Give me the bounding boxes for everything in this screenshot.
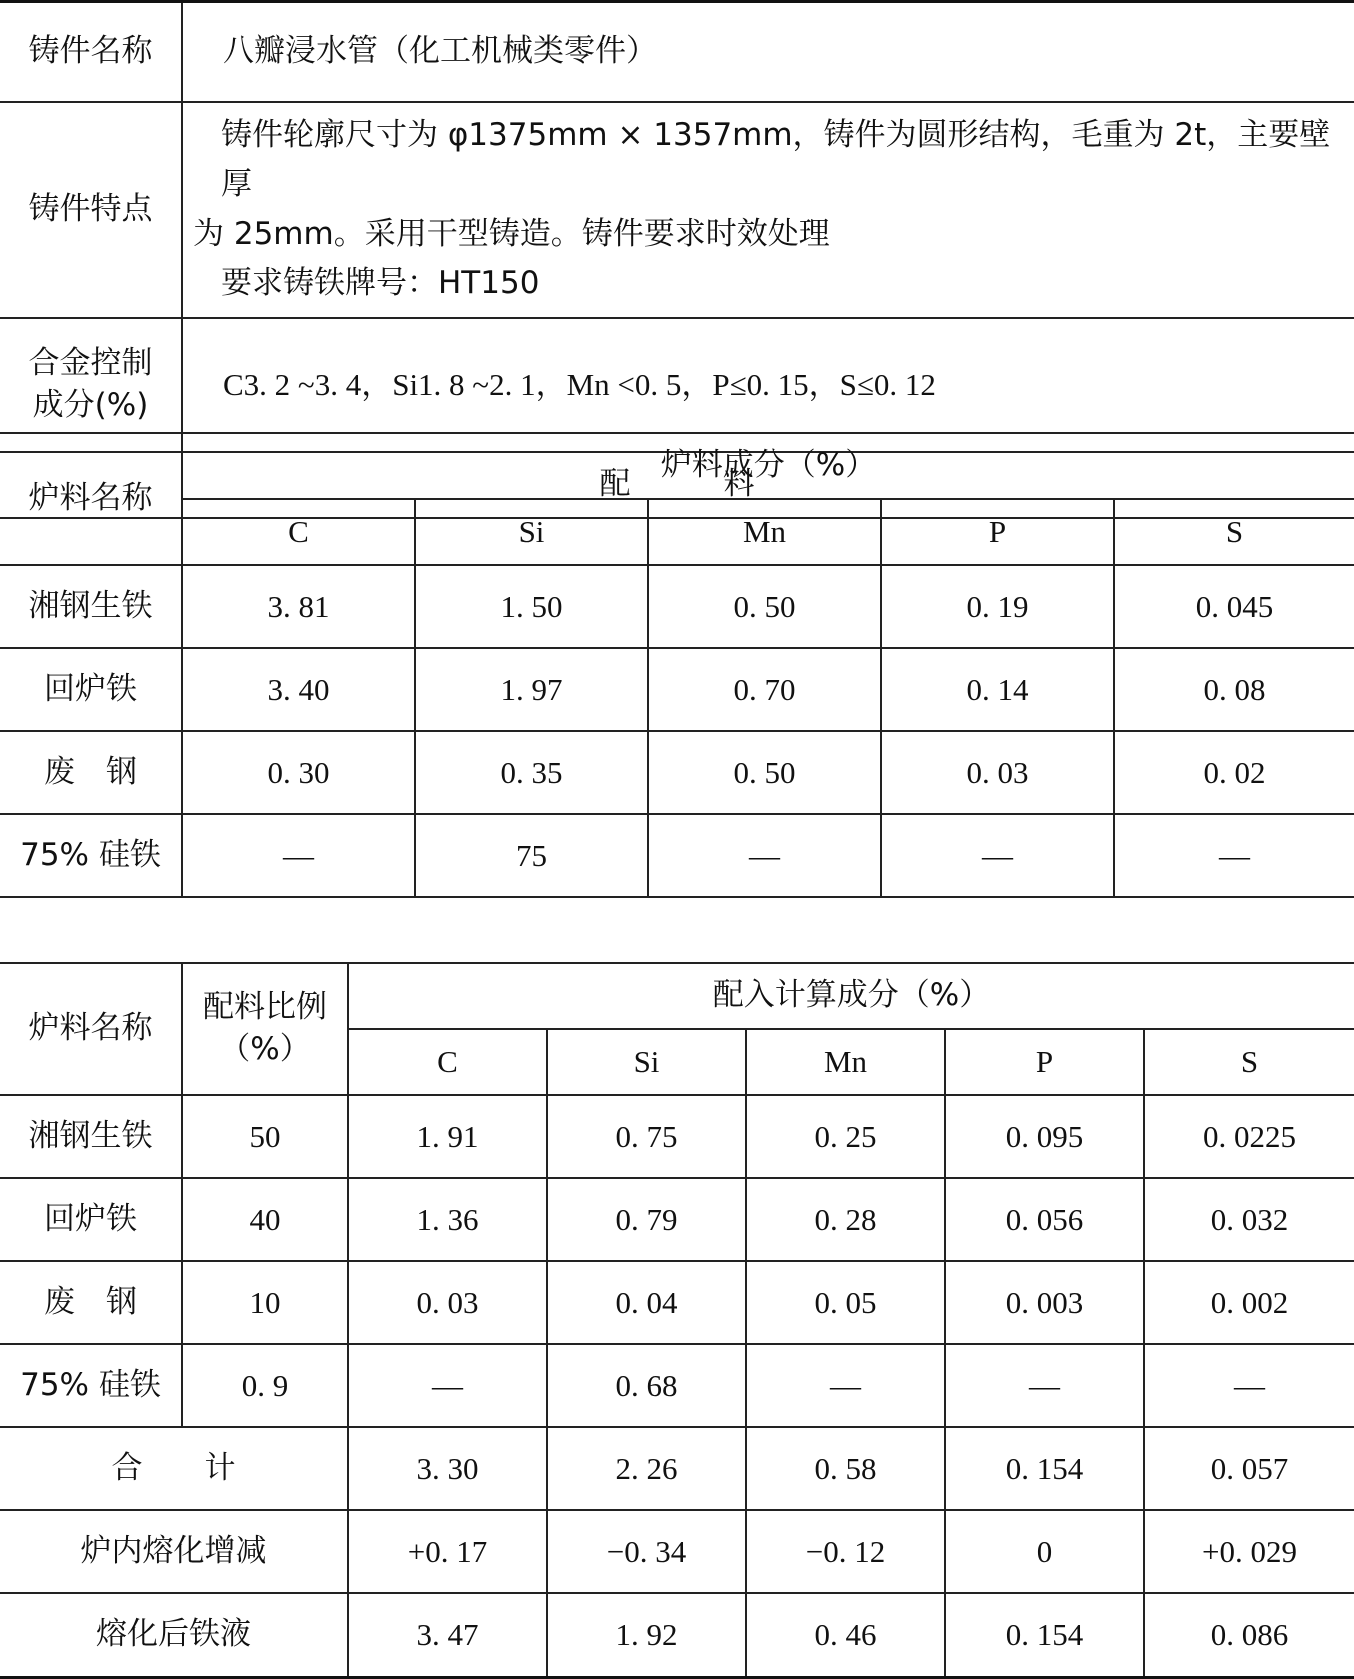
charge-name-header: 炉料名称 <box>0 433 182 565</box>
calc-element-header-c: C <box>348 1029 547 1095</box>
table-cell: 0. 05 <box>746 1261 945 1344</box>
table-cell: — <box>746 1344 945 1427</box>
features-line-2: 为 25mm。采用干型铸造。铸件要求时效处理 <box>193 215 830 252</box>
table-cell: 0. 68 <box>547 1344 746 1427</box>
table-cell: 0. 02 <box>1114 731 1354 814</box>
features-line-3: 要求铸铁牌号：HT150 <box>221 265 540 302</box>
table-row <box>0 731 1354 814</box>
calc-row-name: 废 钢 <box>0 1261 182 1344</box>
table-cell: — <box>945 1344 1144 1427</box>
melt-change-row-name: 炉内熔化增减 <box>0 1510 348 1593</box>
calc-element-header-mn: Mn <box>746 1029 945 1095</box>
calc-row-ratio: 50 <box>182 1095 348 1178</box>
table-cell: 0. 30 <box>182 731 415 814</box>
table-cell: 3. 81 <box>182 565 415 648</box>
table-cell: — <box>1144 1344 1354 1427</box>
charge-composition-table <box>0 432 1354 898</box>
table-cell: 0. 056 <box>945 1178 1144 1261</box>
molten-iron-row <box>0 1593 1354 1677</box>
table-cell: 0. 35 <box>415 731 648 814</box>
calc-row-ratio: 40 <box>182 1178 348 1261</box>
melt-change-row <box>0 1510 1354 1593</box>
calc-row-ratio: 0. 9 <box>182 1344 348 1427</box>
table-cell: 0. 28 <box>746 1178 945 1261</box>
table-row <box>0 565 1354 648</box>
table-row <box>0 814 1354 897</box>
table-cell: 0. 002 <box>1144 1261 1354 1344</box>
table-cell: 1. 92 <box>547 1593 746 1677</box>
table-cell: 0 <box>945 1510 1144 1593</box>
table-cell: 0. 79 <box>547 1178 746 1261</box>
charge-row-name: 回炉铁 <box>0 648 182 731</box>
table-cell: 0. 045 <box>1114 565 1354 648</box>
calculated-composition-table <box>0 962 1354 1679</box>
features-line-1: 铸件轮廓尺寸为 φ1375mm × 1357mm，铸件为圆形结构，毛重为 2t，主要壁厚 <box>221 116 1331 203</box>
table-cell: 0. 08 <box>1114 648 1354 731</box>
charge-row-name: 湘钢生铁 <box>0 565 182 648</box>
table-cell: −0. 34 <box>547 1510 746 1593</box>
calc-element-header-si: Si <box>547 1029 746 1095</box>
table-cell: 0. 46 <box>746 1593 945 1677</box>
table-cell: 1. 91 <box>348 1095 547 1178</box>
table-cell: +0. 17 <box>348 1510 547 1593</box>
table-row <box>0 1095 1354 1178</box>
total-row <box>0 1427 1354 1510</box>
alloy-label-line-1: 合金控制 <box>28 345 153 382</box>
table-cell: 0. 70 <box>648 648 881 731</box>
total-row-name: 合 计 <box>0 1427 348 1510</box>
element-header-mn: Mn <box>648 499 881 565</box>
table-cell: 0. 50 <box>648 731 881 814</box>
charge-comp-header: 炉料成分（%） <box>182 433 1354 499</box>
calc-comp-header: 配入计算成分（%） <box>348 963 1354 1029</box>
charge-row-name: 75% 硅铁 <box>0 814 182 897</box>
table-cell: 1. 36 <box>348 1178 547 1261</box>
calc-row-name: 75% 硅铁 <box>0 1344 182 1427</box>
calc-ratio-header <box>182 963 348 1095</box>
table-cell: +0. 029 <box>1144 1510 1354 1593</box>
calc-name-header: 炉料名称 <box>0 963 182 1095</box>
table-cell: 0. 0225 <box>1144 1095 1354 1178</box>
table-cell: 3. 40 <box>182 648 415 731</box>
table-cell: — <box>648 814 881 897</box>
element-header-si: Si <box>415 499 648 565</box>
calc-element-header-s: S <box>1144 1029 1354 1095</box>
table-cell: 0. 032 <box>1144 1178 1354 1261</box>
table-cell: 0. 50 <box>648 565 881 648</box>
table-cell: 0. 095 <box>945 1095 1144 1178</box>
charge-element-header-row <box>0 499 1354 565</box>
table-cell: 0. 04 <box>547 1261 746 1344</box>
casting-name-row <box>0 2 1354 102</box>
ratio-header-line-2: （%） <box>219 1031 311 1067</box>
table-cell: 3. 30 <box>348 1427 547 1510</box>
casting-features-label: 铸件特点 <box>0 102 182 318</box>
table-row <box>0 1178 1354 1261</box>
table-cell: 1. 50 <box>415 565 648 648</box>
table-cell: 2. 26 <box>547 1427 746 1510</box>
table-cell: 0. 154 <box>945 1593 1144 1677</box>
table-cell: 0. 003 <box>945 1261 1144 1344</box>
table-cell: 0. 03 <box>348 1261 547 1344</box>
table-cell: 0. 03 <box>881 731 1114 814</box>
element-header-s: S <box>1114 499 1354 565</box>
table-row <box>0 1344 1354 1427</box>
table-row <box>0 648 1354 731</box>
table-cell: 0. 057 <box>1144 1427 1354 1510</box>
table-cell: 0. 75 <box>547 1095 746 1178</box>
calc-row-name: 湘钢生铁 <box>0 1095 182 1178</box>
calc-row-ratio: 10 <box>182 1261 348 1344</box>
table-cell: 0. 086 <box>1144 1593 1354 1677</box>
casting-name-value: 八瓣浸水管（化工机械类零件） <box>182 2 1354 102</box>
charge-row-name: 废 钢 <box>0 731 182 814</box>
molten-iron-row-name: 熔化后铁液 <box>0 1593 348 1677</box>
casting-name-label: 铸件名称 <box>0 2 182 102</box>
table-cell: 0. 19 <box>881 565 1114 648</box>
table-cell: 0. 25 <box>746 1095 945 1178</box>
ratio-header-line-1: 配料比例 <box>203 989 327 1026</box>
table-cell: — <box>1114 814 1354 897</box>
table-cell: 1. 97 <box>415 648 648 731</box>
casting-features-row <box>0 102 1354 318</box>
table-cell: 0. 58 <box>746 1427 945 1510</box>
table-cell: 75 <box>415 814 648 897</box>
casting-features-text <box>182 102 1354 318</box>
table-cell: −0. 12 <box>746 1510 945 1593</box>
calc-element-header-p: P <box>945 1029 1144 1095</box>
table-cell: — <box>881 814 1114 897</box>
alloy-control-value: C3. 2 ~3. 4，Si1. 8 ~2. 1，Mn <0. 5，P≤0. 15，S≤0. 12 <box>182 318 1354 452</box>
table-cell: 0. 154 <box>945 1427 1144 1510</box>
table-cell: — <box>348 1344 547 1427</box>
table-row <box>0 1261 1354 1344</box>
alloy-label-line-2: 成分(%) <box>32 386 149 423</box>
table-cell: — <box>182 814 415 897</box>
calc-row-name: 回炉铁 <box>0 1178 182 1261</box>
table-cell: 0. 14 <box>881 648 1114 731</box>
element-header-c: C <box>182 499 415 565</box>
table-cell: 3. 47 <box>348 1593 547 1677</box>
element-header-p: P <box>881 499 1114 565</box>
section-title: 配 料 <box>0 452 1354 518</box>
